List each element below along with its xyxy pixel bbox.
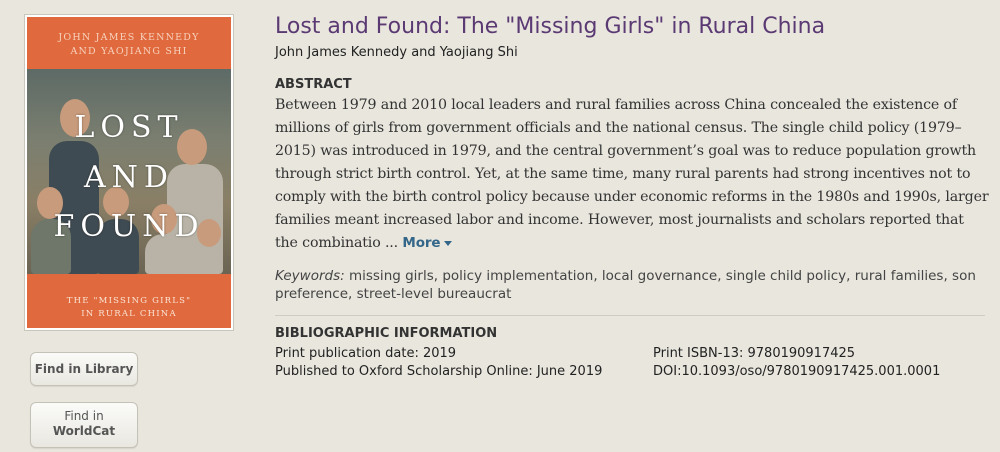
book-authors: John James Kennedy and Yaojiang Shi [275,45,518,60]
cover-authors [27,31,231,59]
doi: DOI:10.1093/oso/9780190917425.001.0001 [653,364,941,379]
print-isbn: Print ISBN-13: 9780190917425 [653,346,856,361]
online-publication-date: Published to Oxford Scholarship Online: June 2019 [275,364,603,379]
cover-author-line: JOHN JAMES KENNEDY [58,32,200,43]
more-label: More [402,235,441,251]
abstract-heading: ABSTRACT [275,77,352,92]
keywords-list: missing girls, policy implementation, local governance, single child policy, rural families, son preference, street-level bureaucrat [275,268,976,302]
cover-title-word: LOST [74,110,184,145]
keywords-label: Keywords: [275,268,345,284]
caret-down-icon [444,241,452,246]
left-column [0,0,250,452]
abstract-text: Between 1979 and 2010 local leaders and rural families across China concealed the existence of millions of girls from government officials and the national census. The single child policy (1979–2015) was introduced in 1979, and the central government’s goal was to reduce population growth through strict birth control. Yet, at the same time, many rural parents had strong incentives not to comply with the birth control policy because under economic reforms in the 1980s and 1990s, larger families meant increased labor and income. However, most journalists and scholars reported that the combinatio ... [275,97,989,251]
find-in-library-button[interactable]: Find in Library [30,352,138,386]
more-link[interactable] [402,235,452,251]
cover-author-line: AND YAOJIANG SHI [70,46,188,57]
cover-title-word: AND [84,160,174,195]
book-cover-frame [24,14,234,331]
find-in-worldcat-label-line2: WorldCat [52,424,116,438]
book-cover-image[interactable] [27,17,231,328]
book-details [275,12,990,385]
bibliographic-heading: BIBLIOGRAPHIC INFORMATION [275,326,498,341]
find-in-worldcat-button[interactable] [30,402,138,448]
print-publication-date: Print publication date: 2019 [275,346,457,361]
divider [275,315,985,316]
cover-title-word: FOUND [53,209,205,244]
cover-subtitle-line: THE "MISSING GIRLS" [66,296,192,306]
page-title: Lost and Found: The "Missing Girls" in Rural China [275,14,826,39]
bibliographic-identifiers [653,345,940,381]
cover-subtitle [27,295,231,321]
cover-subtitle-line: IN RURAL CHINA [81,309,177,319]
bibliographic-info [275,345,990,385]
find-in-worldcat-label-line1: Find in [64,409,104,423]
bibliographic-dates [275,345,602,381]
abstract-body [275,94,990,255]
keywords [275,267,990,303]
